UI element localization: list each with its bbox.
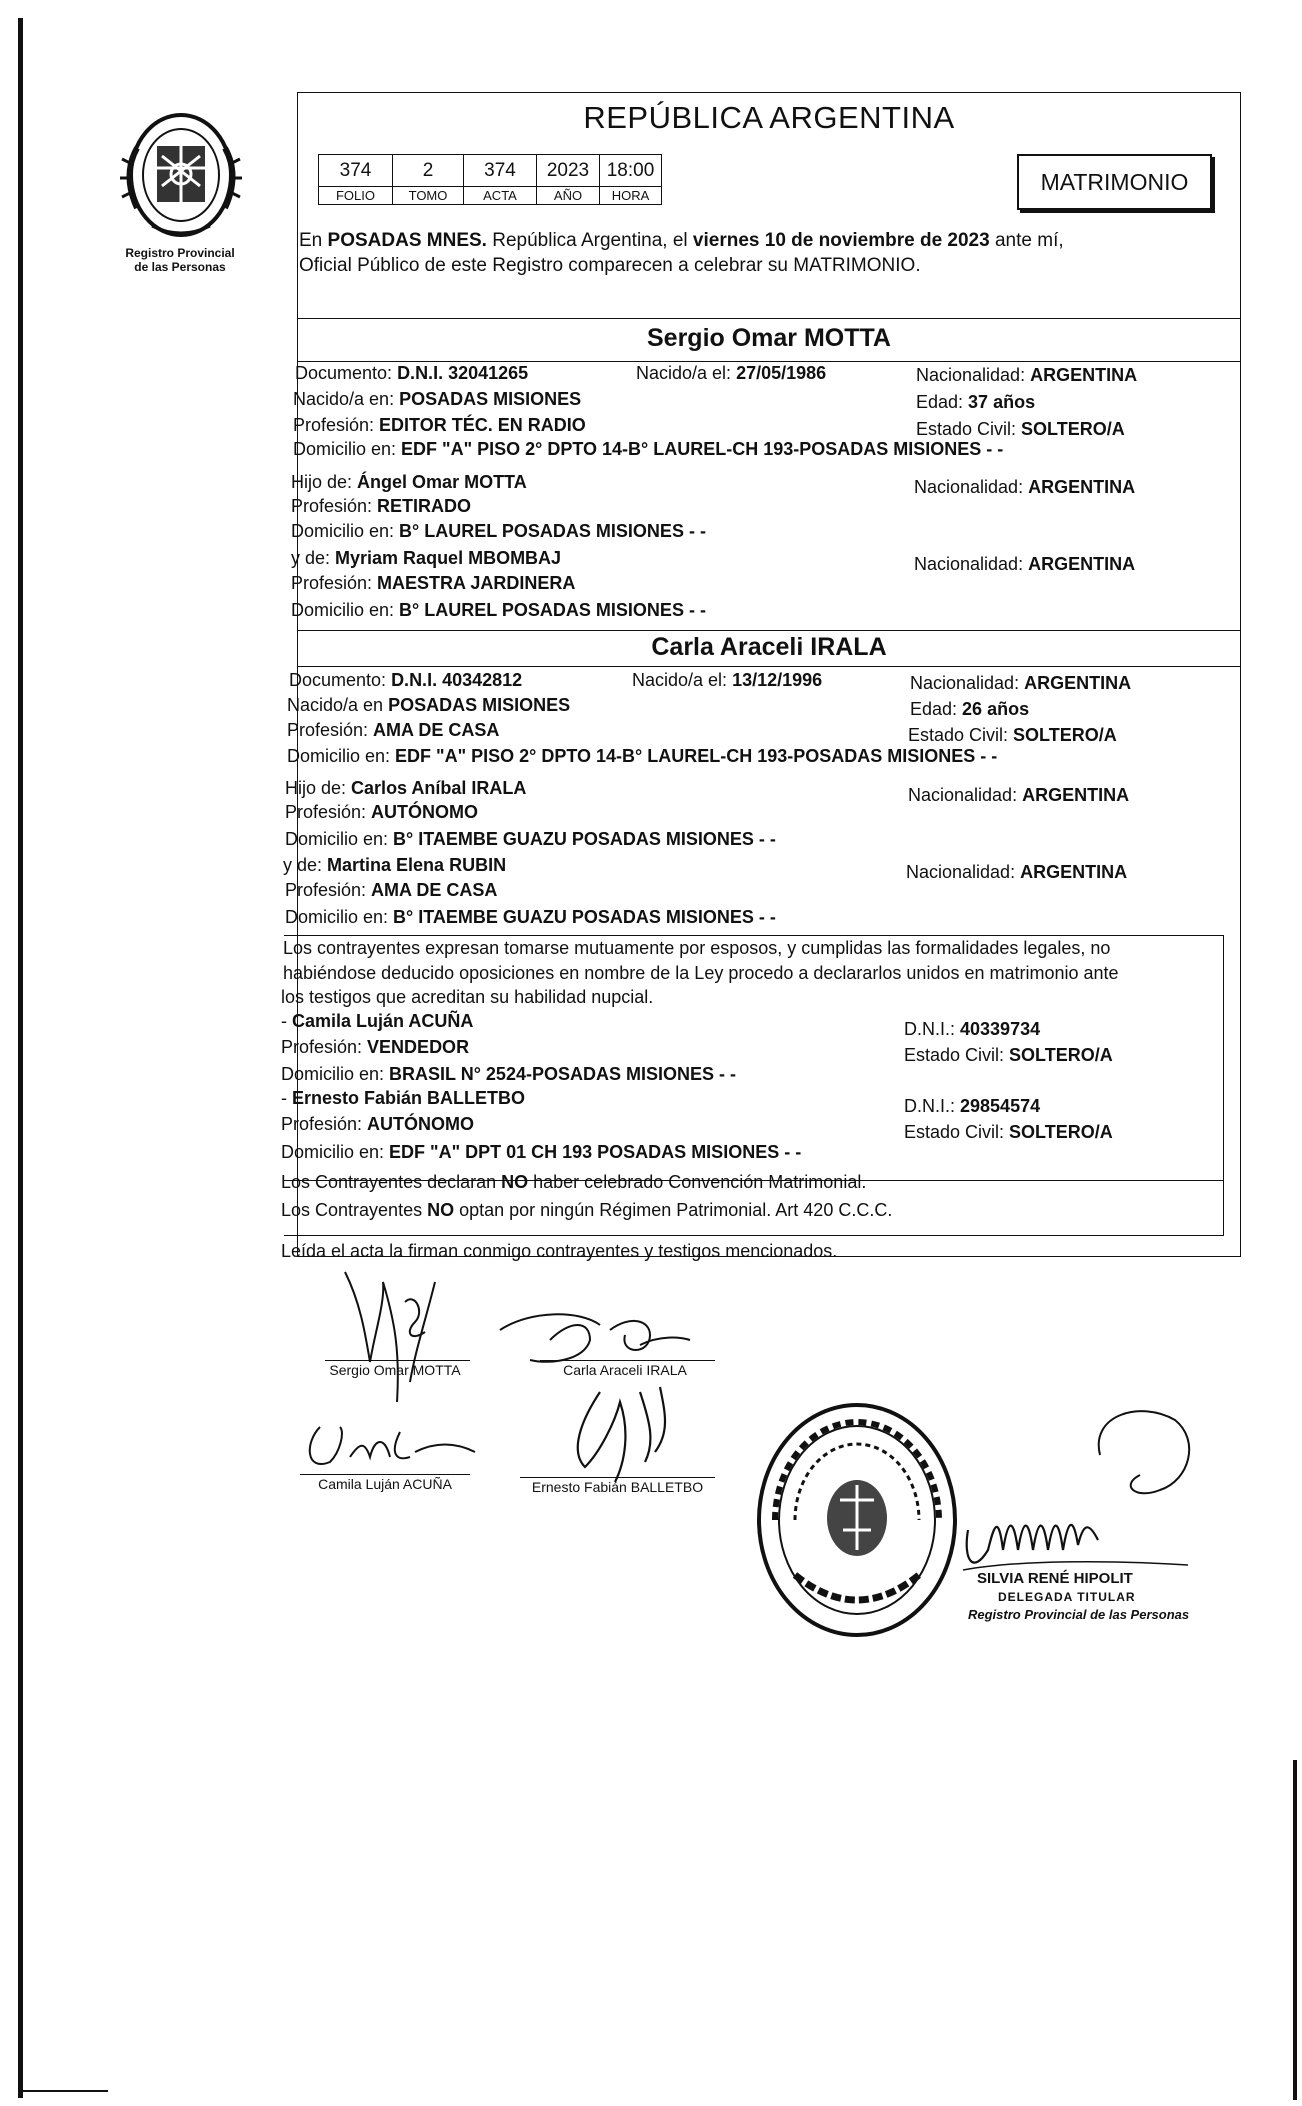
document-title: REPÚBLICA ARGENTINA bbox=[583, 100, 955, 135]
spouse1-age: Edad: 37 años bbox=[916, 392, 1036, 412]
witness1-signature-name: Camila Luján ACUÑA bbox=[318, 1476, 452, 1492]
spouse1-profession: Profesión: EDITOR TÉC. EN RADIO bbox=[293, 415, 586, 435]
patrimonial-regime-statement: Los Contrayentes NO optan por ningún Régimen Patrimonial. Art 420 C.C.C. bbox=[281, 1200, 893, 1220]
witness2-signature-name: Ernesto Fabián BALLETBO bbox=[531, 1479, 704, 1495]
spouse2-birthplace: Nacido/a en POSADAS MISIONES bbox=[287, 695, 571, 715]
spouse1-mother-profession: Profesión: MAESTRA JARDINERA bbox=[291, 573, 576, 593]
spouse1-mother: y de: Myriam Raquel MBOMBAJ bbox=[291, 548, 562, 568]
folio-label: FOLIO bbox=[319, 187, 393, 205]
official-role: DELEGADA TITULAR bbox=[998, 1590, 1136, 1604]
witness1-civil-status: Estado Civil: SOLTERO/A bbox=[904, 1045, 1113, 1065]
spouse1-mother-nationality: Nacionalidad: ARGENTINA bbox=[914, 554, 1136, 574]
spouse2-mother: y de: Martina Elena RUBIN bbox=[283, 855, 507, 875]
spouse1-birthdate: Nacido/a el: 27/05/1986 bbox=[636, 363, 827, 383]
intro-paragraph: En POSADAS MNES. República Argentina, el viernes 10 de noviembre de 2023 ante mí, Oficial Público de este Registro comparecen a celebrar su MATRIMONIO. bbox=[299, 230, 1064, 276]
witness2-signature-line bbox=[520, 1477, 715, 1478]
spouse2-age: Edad: 26 años bbox=[910, 699, 1030, 719]
convention-statement: Los Contrayentes declaran NO haber celebrado Convención Matrimonial. bbox=[281, 1172, 867, 1192]
declaration-line-2: habiéndose deducido oposiciones en nombre de la Ley procedo a declararlos unidos en matrimonio ante bbox=[283, 963, 1119, 983]
witness1-name: - Camila Luján ACUÑA bbox=[281, 1011, 474, 1031]
declaration-line-1: Los contrayentes expresan tomarse mutuamente por esposos, y cumplidas las formalidades legales, no bbox=[283, 938, 1111, 958]
spouse2-nationality: Nacionalidad: ARGENTINA bbox=[910, 673, 1132, 693]
separator bbox=[284, 935, 1224, 936]
year-label: AÑO bbox=[537, 187, 600, 205]
spouse1-civil-status: Estado Civil: SOLTERO/A bbox=[916, 419, 1125, 439]
official-name: SILVIA RENÉ HIPOLIT bbox=[977, 1570, 1133, 1587]
spouse1-mother-address: Domicilio en: B° LAUREL POSADAS MISIONES - - bbox=[291, 600, 706, 620]
spouse1-nationality: Nacionalidad: ARGENTINA bbox=[916, 365, 1138, 385]
witness2-civil-status: Estado Civil: SOLTERO/A bbox=[904, 1122, 1113, 1142]
spouse1-father-nationality: Nacionalidad: ARGENTINA bbox=[914, 477, 1136, 497]
spouse2-document: Documento: D.N.I. 40342812 bbox=[289, 670, 523, 690]
spouse1-father-address: Domicilio en: B° LAUREL POSADAS MISIONES - - bbox=[291, 521, 706, 541]
official-registry-stamp bbox=[755, 1400, 960, 1640]
spouse1-birthplace: Nacido/a en: POSADAS MISIONES bbox=[293, 389, 582, 409]
spouse1-signature bbox=[315, 1262, 485, 1412]
spouse1-father-profession: Profesión: RETIRADO bbox=[291, 496, 472, 516]
spouse2-father-profession: Profesión: AUTÓNOMO bbox=[285, 802, 479, 822]
witness2-name: - Ernesto Fabián BALLETBO bbox=[281, 1088, 526, 1108]
act-type-box: MATRIMONIO bbox=[1017, 154, 1212, 210]
spouse2-mother-address: Domicilio en: B° ITAEMBE GUAZU POSADAS MISIONES - - bbox=[285, 907, 776, 927]
folio-value: 374 bbox=[319, 155, 393, 187]
closing-statement: Leída el acta la firman conmigo contrayentes y testigos mencionados. bbox=[281, 1241, 838, 1261]
tomo-label: TOMO bbox=[393, 187, 464, 205]
spouse1-father: Hijo de: Ángel Omar MOTTA bbox=[291, 472, 527, 492]
spouse1-name: Sergio Omar MOTTA bbox=[646, 324, 891, 352]
acta-label: ACTA bbox=[464, 187, 537, 205]
spouse2-civil-status: Estado Civil: SOLTERO/A bbox=[908, 725, 1117, 745]
witness1-address: Domicilio en: BRASIL N° 2524-POSADAS MISIONES - - bbox=[281, 1064, 736, 1084]
spouse2-address: Domicilio en: EDF "A" PISO 2° DPTO 14-B° LAUREL-CH 193-POSADAS MISIONES - - bbox=[287, 746, 998, 766]
scan-edge-right bbox=[1293, 1760, 1297, 2100]
registry-table bbox=[318, 154, 662, 205]
spouse2-profession: Profesión: AMA DE CASA bbox=[287, 720, 500, 740]
separator bbox=[284, 1235, 1224, 1236]
spouse1-address: Domicilio en: EDF "A" PISO 2° DPTO 14-B° LAUREL-CH 193-POSADAS MISIONES - - bbox=[293, 439, 1004, 459]
spouse1-signature-line bbox=[325, 1360, 470, 1361]
scan-edge-left bbox=[18, 18, 23, 2098]
official-office: Registro Provincial de las Personas bbox=[968, 1607, 1190, 1622]
spouse2-signature-name: Carla Araceli IRALA bbox=[563, 1362, 687, 1378]
separator bbox=[297, 666, 1241, 667]
margin-scribble bbox=[1080, 1395, 1200, 1505]
spouse2-birthdate: Nacido/a el: 13/12/1996 bbox=[632, 670, 823, 690]
logo-caption: Registro Provincial de las Personas bbox=[125, 246, 235, 274]
separator bbox=[297, 318, 1241, 319]
hour-value: 18:00 bbox=[600, 155, 662, 187]
spouse2-mother-nationality: Nacionalidad: ARGENTINA bbox=[906, 862, 1128, 882]
year-value: 2023 bbox=[537, 155, 600, 187]
provincial-coat-of-arms-logo bbox=[112, 108, 250, 243]
separator bbox=[297, 630, 1241, 631]
spouse2-mother-profession: Profesión: AMA DE CASA bbox=[285, 880, 498, 900]
spouse1-signature-name: Sergio Omar MOTTA bbox=[329, 1362, 461, 1378]
hour-label: HORA bbox=[600, 187, 662, 205]
spouse2-name: Carla Araceli IRALA bbox=[651, 633, 887, 661]
witness1-dni: D.N.I.: 40339734 bbox=[904, 1019, 1041, 1039]
witness2-signature bbox=[560, 1382, 710, 1492]
spouse2-signature-line bbox=[540, 1360, 715, 1361]
separator bbox=[1223, 935, 1224, 1235]
spouse2-father-nationality: Nacionalidad: ARGENTINA bbox=[908, 785, 1130, 805]
witness2-address: Domicilio en: EDF "A" DPT 01 CH 193 POSADAS MISIONES - - bbox=[281, 1142, 802, 1162]
acta-value: 374 bbox=[464, 155, 537, 187]
scan-footer-mark bbox=[18, 2090, 108, 2092]
witness1-profession: Profesión: VENDEDOR bbox=[281, 1037, 470, 1057]
declaration-line-3: los testigos que acreditan su habilidad nupcial. bbox=[281, 987, 654, 1007]
witness2-profession: Profesión: AUTÓNOMO bbox=[281, 1114, 475, 1134]
tomo-value: 2 bbox=[393, 155, 464, 187]
spouse2-father: Hijo de: Carlos Aníbal IRALA bbox=[285, 778, 527, 798]
witness1-signature bbox=[300, 1412, 480, 1482]
spouse1-document: Documento: D.N.I. 32041265 bbox=[295, 363, 529, 383]
witness2-dni: D.N.I.: 29854574 bbox=[904, 1096, 1041, 1116]
spouse2-father-address: Domicilio en: B° ITAEMBE GUAZU POSADAS MISIONES - - bbox=[285, 829, 776, 849]
witness1-signature-line bbox=[300, 1474, 470, 1475]
